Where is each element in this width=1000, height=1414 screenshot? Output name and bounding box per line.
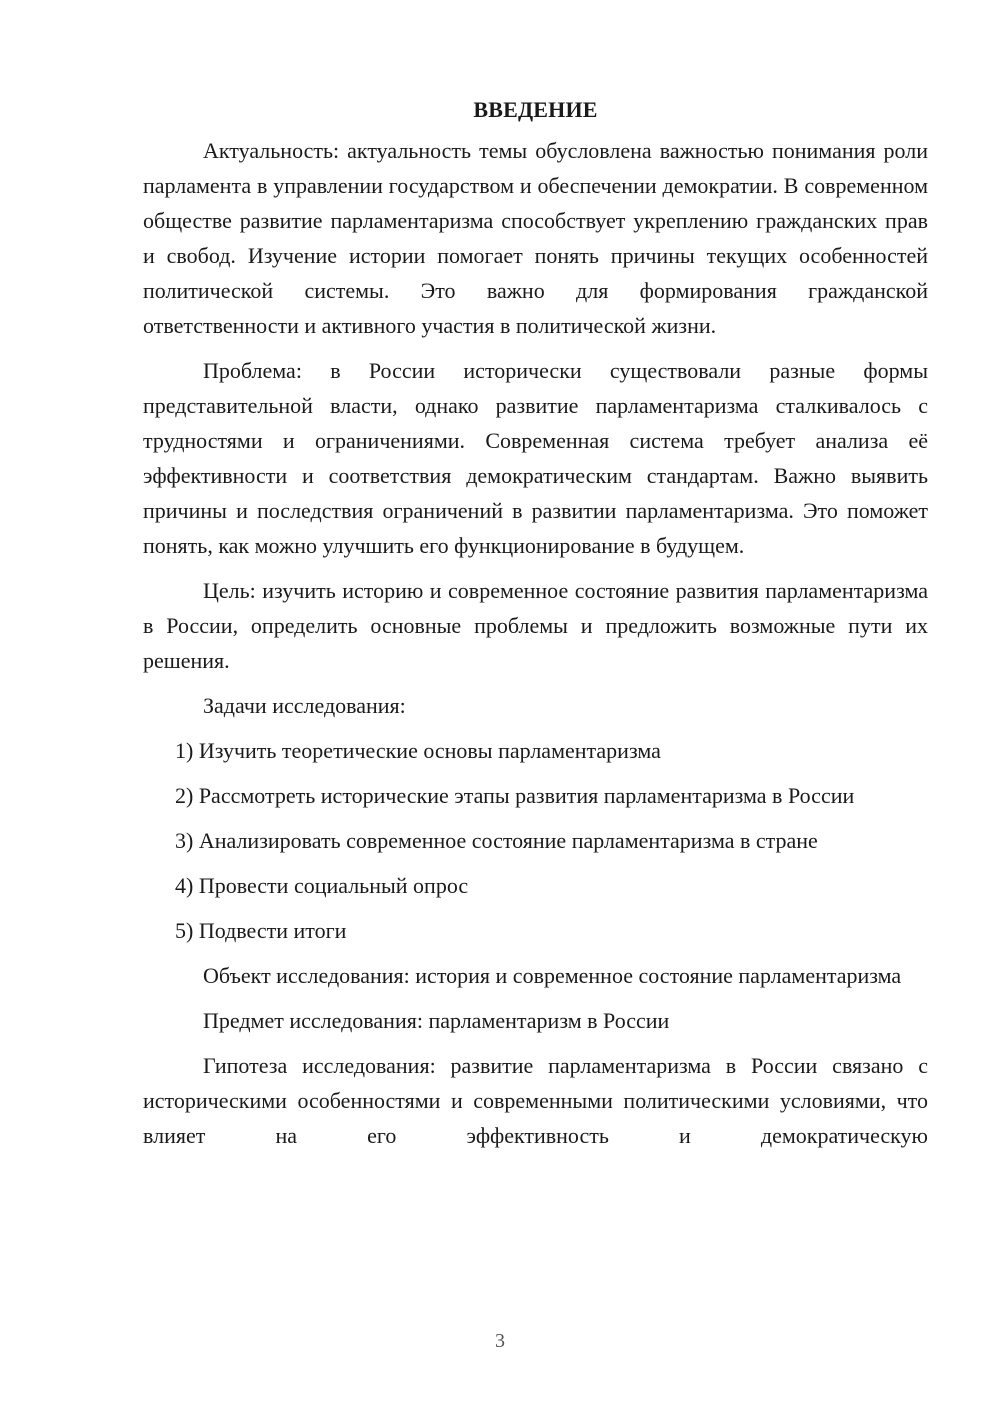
task-item-4: 4) Провести социальный опрос <box>175 873 469 898</box>
page-number: 3 <box>495 1330 505 1352</box>
task-item-2: 2) Рассмотреть исторические этапы развития парламентаризма в России <box>175 783 855 808</box>
task-item-3: 3) Анализировать современное состояние парламентаризма в стране <box>175 828 818 853</box>
page-content <box>143 92 928 1163</box>
task-item-1: 1) Изучить теоретические основы парламентаризма <box>175 738 661 763</box>
object-paragraph: Объект исследования: история и современное состояние парламентаризма <box>203 963 902 988</box>
goal-paragraph: Цель: изучить историю и современное состояние развития парламентаризма в России, определить основные проблемы и предложить возможные пути их решения. <box>143 578 928 673</box>
problem-paragraph: Проблема: в России исторически существовали разные формы представительной власти, однако развитие парламентаризма сталкивалось с трудностями и ограничениями. Современная система требует анализа её эффективности и соответствия демократическим стандартам. Важно выявить причины и последствия ограничений в развитии парламентаризма. Это поможет понять, как можно улучшить его функционирование в будущем. <box>143 358 928 558</box>
subject-paragraph: Предмет исследования: парламентаризм в России <box>203 1008 670 1033</box>
relevance-paragraph: Актуальность: актуальность темы обусловлена важностью понимания роли парламента в управлении государством и обеспечении демократии. В современном обществе развитие парламентаризма способствует укреплению гражданских прав и свобод. Изучение истории помогает понять причины текущих особенностей политической системы. Это важно для формирования гражданской ответственности и активного участия в политической жизни. <box>143 138 928 338</box>
task-item-5: 5) Подвести итоги <box>175 918 347 943</box>
tasks-title: Задачи исследования: <box>203 693 406 718</box>
hypothesis-paragraph: Гипотеза исследования: развитие парламентаризма в России связано с историческими особенностями и современными политическими условиями, что влияет на его эффективность и демократическую <box>143 1053 928 1148</box>
section-heading: ВВЕДЕНИЕ <box>473 97 598 122</box>
